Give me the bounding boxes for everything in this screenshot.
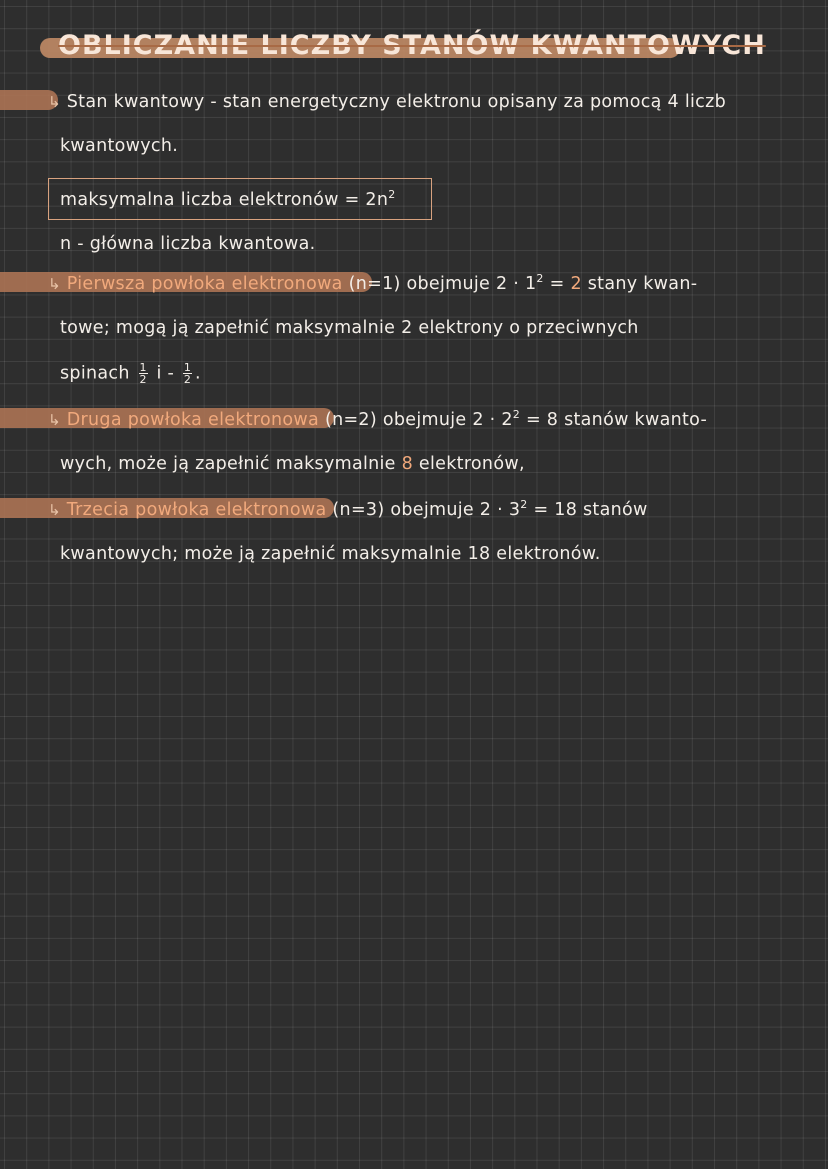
fraction-denominator: 2 — [183, 373, 192, 386]
shell-2-exponent: 2 — [512, 408, 521, 421]
fraction-half — [139, 362, 148, 385]
shell-2-formula: (n=2) obejmuje 2 · 2 — [319, 409, 513, 430]
formula-line — [60, 188, 396, 210]
shell-1-spin-line — [60, 362, 201, 385]
page-title: OBLICZANIE LICZBY STANÓW KWANTOWYCH — [58, 30, 766, 61]
shell-3-line-2: kwantowych; może ją zapełnić maksymalnie 18 elektronów. — [60, 544, 601, 564]
shell-2-text-a: wych, może ją zapełnić maksymalnie — [60, 454, 402, 474]
formula-exponent: 2 — [388, 188, 396, 201]
shell-1-line — [48, 272, 697, 294]
arrow-icon: ↳ — [48, 274, 61, 293]
shell-1-line-2: towe; mogą ją zapełnić maksymalnie 2 elektrony o przeciwnych — [60, 318, 639, 338]
shell-1-rest: stany kwan- — [581, 273, 698, 294]
shell-1-value: 2 — [570, 273, 582, 294]
shell-2-line-2 — [60, 454, 525, 474]
spin-end: . — [194, 363, 201, 384]
shell-1-formula: (n=1) obejmuje 2 · 1 — [342, 273, 537, 294]
arrow-icon: ↳ — [48, 410, 61, 429]
shell-1-term: Pierwsza powłoka elektronowa — [66, 273, 343, 294]
shell-1-exponent: 2 — [536, 272, 544, 285]
shell-3-line — [48, 498, 648, 520]
shell-2-text-b: elektronów, — [413, 454, 525, 474]
shell-2-line — [48, 408, 707, 430]
fraction-numerator: 1 — [139, 361, 147, 374]
shell-3-term: Trzecia powłoka elektronowa — [66, 499, 327, 520]
definition-text: Stan kwantowy - stan energetyczny elektronu opisany za pomocą 4 liczb — [66, 92, 726, 112]
shell-2-rest: = 8 stanów kwanto- — [520, 409, 708, 430]
shell-3-exponent: 2 — [520, 498, 528, 511]
spin-and: i - — [156, 363, 175, 384]
shell-2-value: 8 — [401, 454, 414, 474]
shell-2-term: Druga powłoka elektronowa — [66, 409, 320, 430]
fraction-denominator: 2 — [139, 373, 147, 386]
shell-1-equals: = — [543, 273, 571, 294]
shell-3-rest: = 18 stanów — [527, 499, 648, 520]
definition-line — [48, 92, 726, 112]
fraction-half — [183, 362, 192, 385]
spin-label: spinach — [60, 363, 130, 384]
formula-text: maksymalna liczba elektronów = 2n — [60, 189, 389, 210]
arrow-icon: ↳ — [48, 500, 61, 519]
legend-line: n - główna liczba kwantowa. — [60, 234, 316, 254]
shell-3-formula: (n=3) obejmuje 2 · 3 — [326, 499, 521, 520]
definition-line-2: kwantowych. — [60, 136, 179, 156]
arrow-icon: ↳ — [48, 93, 61, 111]
fraction-numerator: 1 — [183, 361, 192, 374]
